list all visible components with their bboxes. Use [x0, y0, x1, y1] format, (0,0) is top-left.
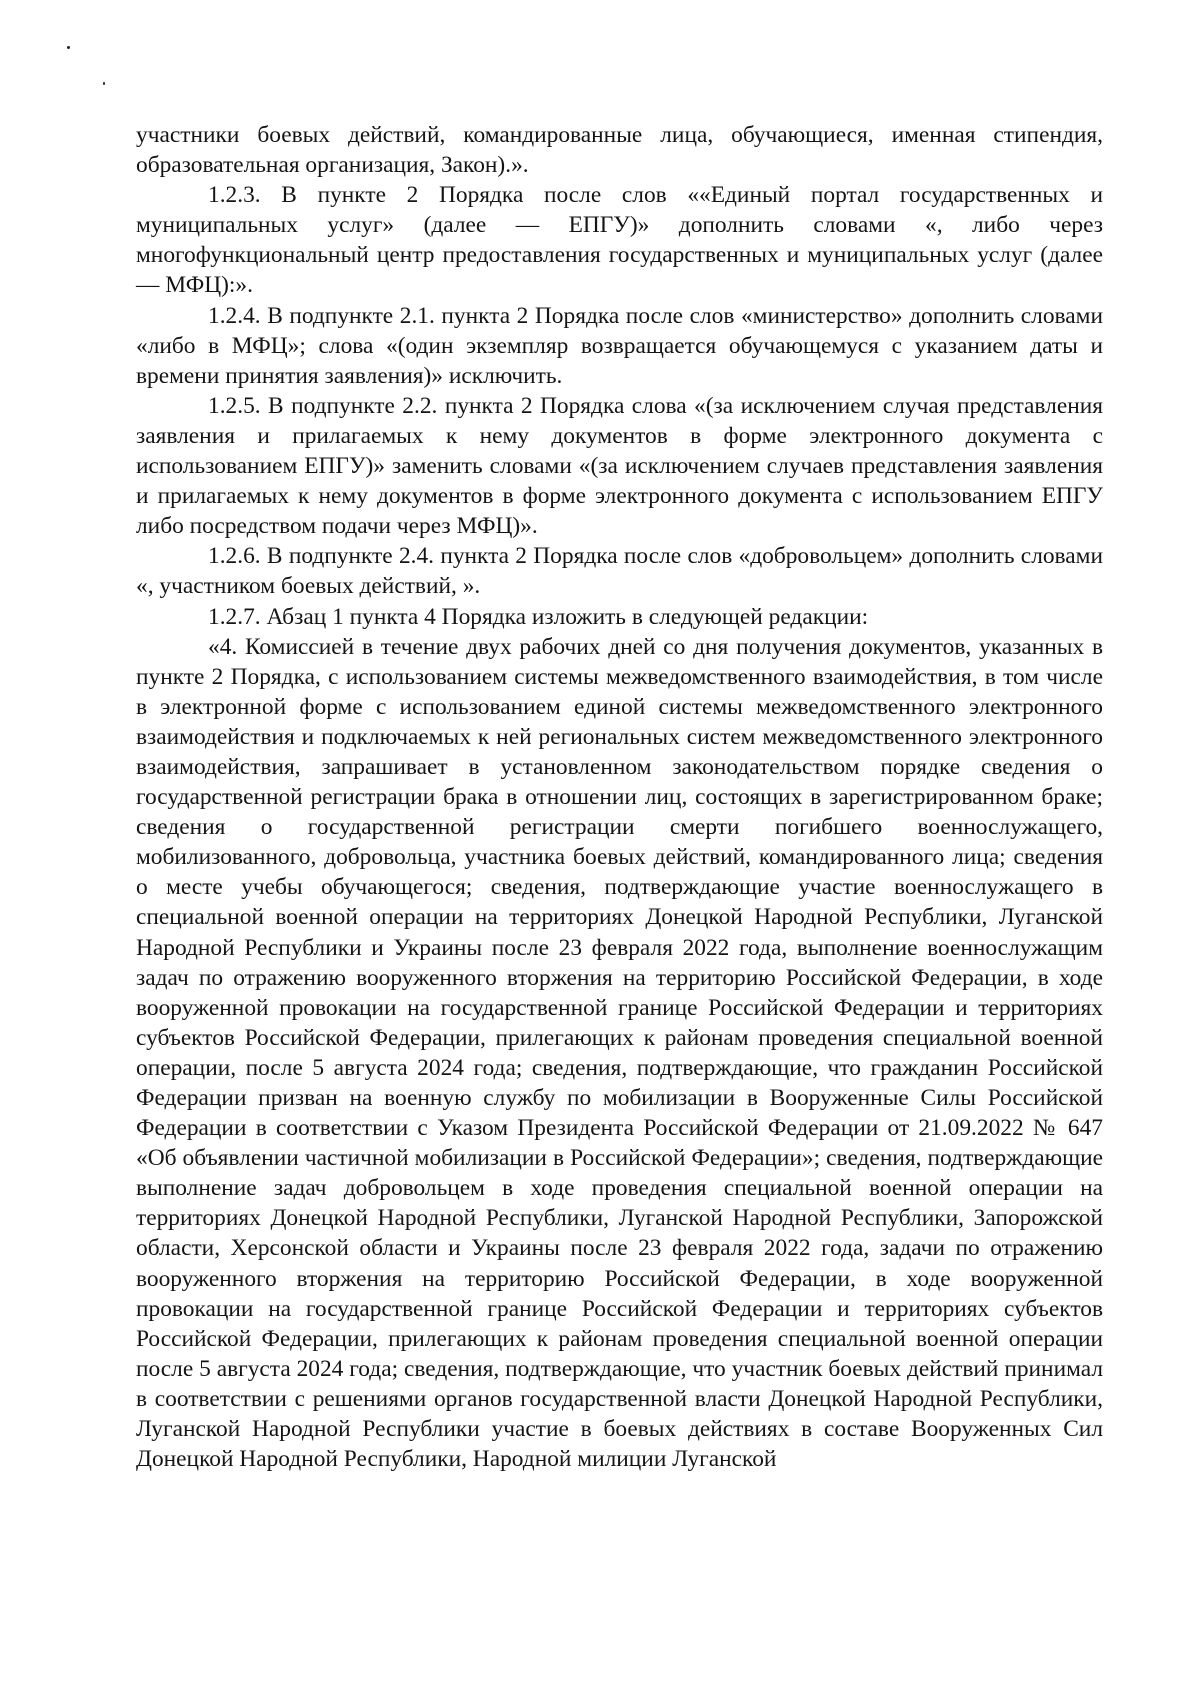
scan-artifact-dot — [67, 46, 70, 49]
scan-artifact-dot — [103, 82, 105, 85]
paragraph-continuation: участники боевых действий, командированные лица, обучающиеся, именная стипендия, образовательная организация, Закон).». — [136, 122, 1103, 179]
paragraph-1-2-5: 1.2.5. В подпункте 2.2. пункта 2 Порядка слова «(за исключением случая представления заявления и прилагаемых к нему документов в форме электронного документа с использованием ЕПГУ)» заменить словами «(за исключением случаев представления заявления и прилагаемых к нему документов в форме электронного документа с использованием ЕПГУ либо посредством подачи через МФЦ)». — [136, 392, 1103, 540]
document-body — [136, 120, 1103, 1474]
paragraph-1-2-3: 1.2.3. В пункте 2 Порядка после слов ««Единый портал государственных и муниципальных услуг» (далее — ЕПГУ)» дополнить словами «, либо через многофункциональный центр предоставления государственных и муниципальных услуг (далее — МФЦ):». — [136, 182, 1103, 299]
paragraph-1-2-6: 1.2.6. В подпункте 2.4. пункта 2 Порядка после слов «добровольцем» дополнить словами «, участником боевых действий, ». — [136, 543, 1103, 600]
paragraph-1-2-4: 1.2.4. В подпункте 2.1. пункта 2 Порядка после слов «министерство» дополнить словами «либо в МФЦ»; слова «(один экземпляр возвращается обучающемуся с указанием даты и времени принятия заявления)» исключить. — [136, 302, 1103, 389]
paragraph-item-4: «4. Комиссией в течение двух рабочих дней со дня получения документов, указанных в пункте 2 Порядка, с использованием системы межведомственного взаимодействия, в том числе в электронной форме с использованием единой системы межведомственного электронного взаимодействия и подключаемых к ней региональных систем межведомственного электронного взаимодействия, запрашивает в установленном законодательством порядке сведения о государственной регистрации брака в отношении лиц, состоящих в зарегистрированном браке; сведения о государственной регистрации смерти погибшего военнослужащего, мобилизованного, добровольца, участника боевых действий, командированного лица; сведения о месте учебы обучающегося; сведения, подтверждающие участие военнослужащего в специальной военной операции на территориях Донецкой Народной Республики, Луганской Народной Республики и Украины после 23 февраля 2022 года, выполнение военнослужащим задач по отражению вооруженного вторжения на территорию Российской Федерации, в ходе вооруженной провокации на государственной границе Российской Федерации и территориях субъектов Российской Федерации, прилегающих к районам проведения специальной военной операции, после 5 августа 2024 года; сведения, подтверждающие, что гражданин Российской Федерации призван на военную службу по мобилизации в Вооруженные Силы Российской Федерации в соответствии с Указом Президента Российской Федерации от 21.09.2022 № 647 «Об объявлении частичной мобилизации в Российской Федерации»; сведения, подтверждающие выполнение задач добровольцем в ходе проведения специальной военной операции на территориях Донецкой Народной Республики, Луганской Народной Республики, Запорожской области, Херсонской области и Украины после 23 февраля 2022 года, задачи по отражению вооруженного вторжения на территорию Российской Федерации, в ходе вооруженной провокации на государственной границе Российской Федерации и территориях субъектов Российской Федерации, прилегающих к районам проведения специальной военной операции после 5 августа 2024 года; сведения, подтверждающие, что участник боевых действий принимал в соответствии с решениями органов государственной власти Донецкой Народной Республики, Луганской Народной Республики участие в боевых действиях в составе Вооруженных Сил Донецкой Народной Республики, Народной милиции Луганской — [136, 633, 1103, 1473]
paragraph-1-2-7: 1.2.7. Абзац 1 пункта 4 Порядка изложить в следующей редакции: — [208, 603, 869, 630]
